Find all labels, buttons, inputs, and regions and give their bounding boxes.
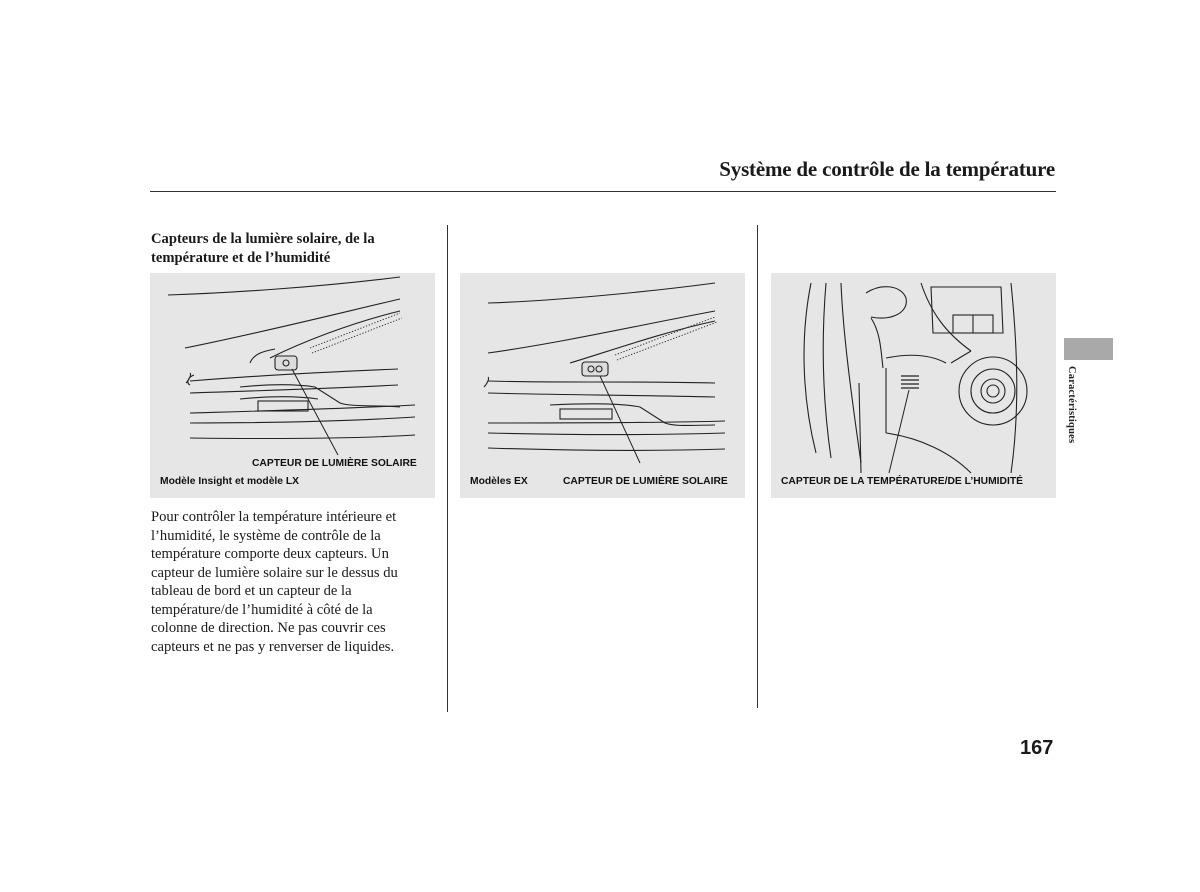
page-title: Système de contrôle de la température <box>719 157 1055 181</box>
model-label: Modèles EX <box>470 476 528 487</box>
body-line: température comporte deux capteurs. Un <box>151 546 389 562</box>
body-line: colonne de direction. Ne pas couvrir ces <box>151 620 386 636</box>
sun-sensor-callout: CAPTEUR DE LUMIÈRE SOLAIRE <box>252 458 417 469</box>
column-divider-left <box>447 225 448 712</box>
sun-sensor-callout: CAPTEUR DE LUMIÈRE SOLAIRE <box>563 476 728 487</box>
body-line: capteurs et ne pas y renverser de liquides. <box>151 638 395 655</box>
model-label: Modèle Insight et modèle LX <box>160 476 300 487</box>
body-line: tableau de bord et un capteur de la <box>151 583 352 599</box>
dashboard-illustration <box>460 273 745 498</box>
column-divider-right <box>757 225 758 708</box>
figure-sun-sensor-insight-lx <box>150 273 435 498</box>
page-number: 167 <box>1020 737 1054 759</box>
body-line: température/de l’humidité à côté de la <box>151 601 373 618</box>
chapter-tab-label: Caractéristiques <box>1066 366 1077 444</box>
figure-sun-sensor-ex <box>460 273 745 498</box>
section-heading: Capteurs de la lumière solaire, de la température et de l’humidité <box>151 231 375 266</box>
figure-temp-humidity-sensor <box>771 273 1056 498</box>
steering-column-illustration <box>771 273 1056 498</box>
body-line: capteur de lumière solaire sur le dessus du <box>151 564 398 581</box>
chapter-tab <box>1064 338 1113 360</box>
title-rule <box>150 191 1056 192</box>
body-line: Pour contrôler la température intérieure et <box>151 509 397 525</box>
body-line: l’humidité, le système de contrôle de la <box>151 527 381 544</box>
body-text <box>151 508 436 656</box>
temp-humidity-sensor-callout: CAPTEUR DE LA TEMPÉRATURE/DE L’HUMIDITÉ <box>781 476 1023 487</box>
